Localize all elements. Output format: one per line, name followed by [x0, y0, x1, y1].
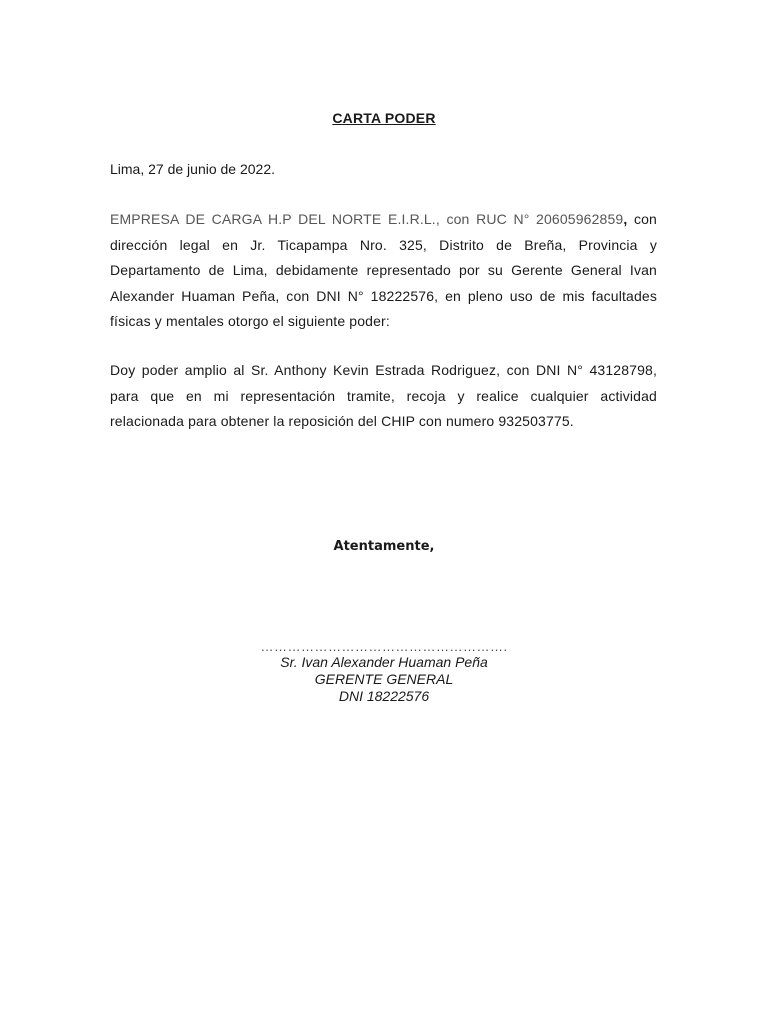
company-name-ruc: EMPRESA DE CARGA H.P DEL NORTE E.I.R.L., con RUC N° 20605962859: [110, 211, 624, 227]
signatory-dni: DNI 18222576: [338, 688, 430, 704]
signatory-role: GERENTE GENERAL: [314, 671, 454, 687]
date-line: Lima, 27 de junio de 2022.: [110, 161, 276, 177]
ruc-separator: ,: [623, 211, 628, 227]
signatory-name: Sr. Ivan Alexander Huaman Peña: [280, 654, 488, 670]
paragraph-power-grant: Doy poder amplio al Sr. Anthony Kevin Estrada Rodriguez, con DNI N° 43128798, para que en mi representación tramite, recoja y realice cualquier actividad relacionada para obtener la reposición del CHIP con numero 932503775.: [110, 362, 657, 429]
company-details-text: con dirección legal en Jr. Ticapampa Nro. 325, Distrito de Breña, Provincia y Departamento de Lima, debidamente representado por su Gerente General Ivan Alexander Huaman Peña, con DNI N° 18222576, en pleno uso de mis facultades físicas y mentales otorgo el siguiente poder:: [110, 211, 657, 329]
closing-salutation: Atentamente,: [333, 539, 435, 554]
signature-block: [0, 640, 768, 705]
document-title: CARTA PODER: [332, 110, 436, 126]
signature-line: ……………………………………………….: [260, 639, 508, 654]
paragraph-company-details: [110, 207, 657, 335]
